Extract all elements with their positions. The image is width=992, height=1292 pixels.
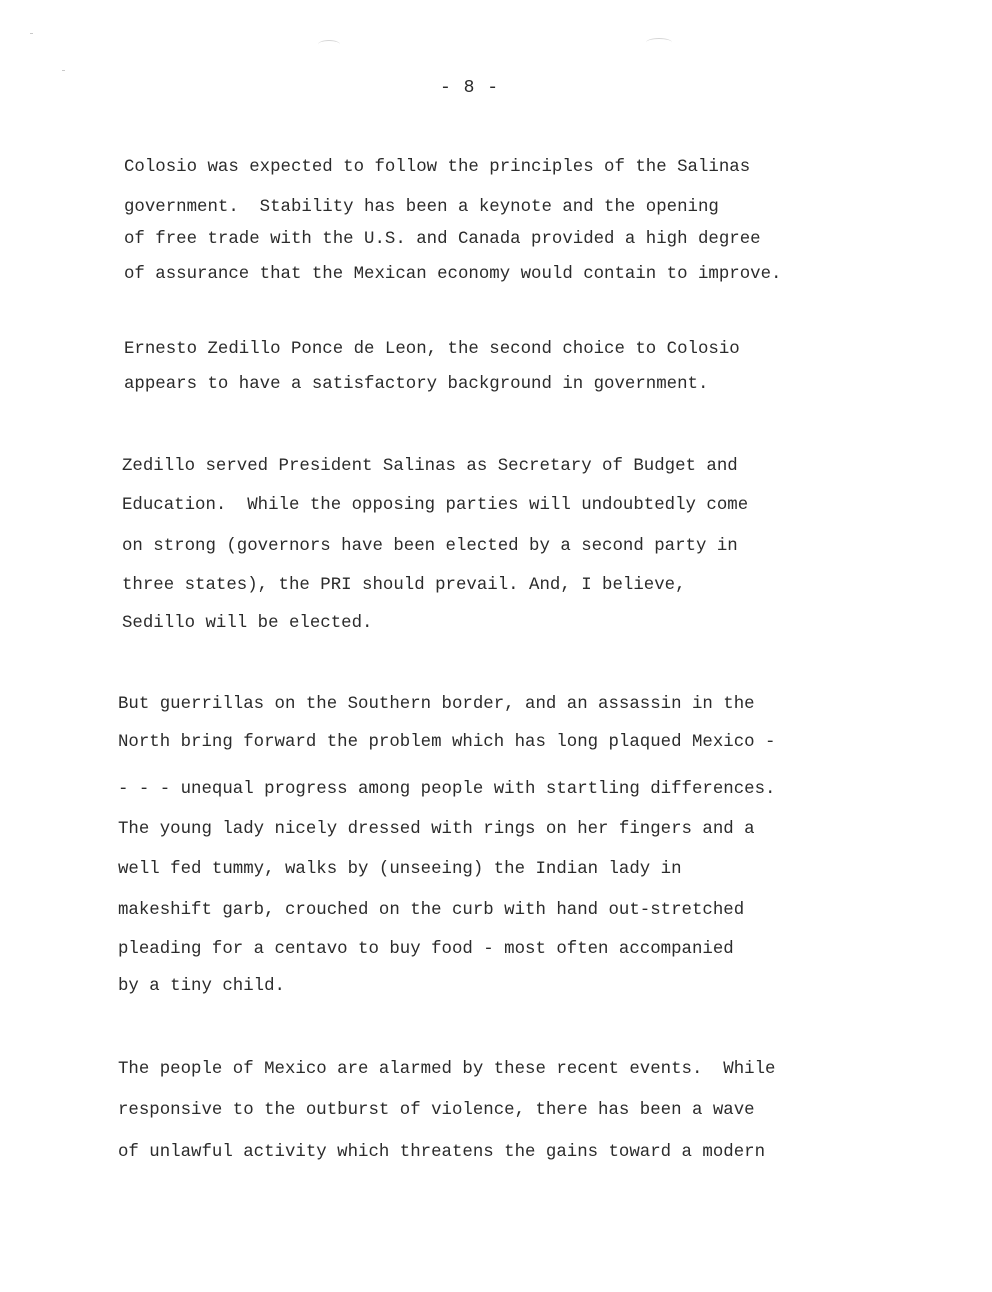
text-line: of assurance that the Mexican economy would contain to improve.: [124, 265, 782, 284]
text-line: responsive to the outburst of violence, there has been a wave: [118, 1101, 755, 1120]
page-number: - 8 -: [440, 78, 500, 98]
text-line: But guerrillas on the Southern border, and an assassin in the: [118, 695, 755, 714]
scan-mark-left: [318, 40, 340, 49]
text-line: pleading for a centavo to buy food - most often accompanied: [118, 940, 734, 959]
text-line: on strong (governors have been elected by a second party in: [122, 537, 738, 556]
text-line: The people of Mexico are alarmed by these recent events. While: [118, 1060, 776, 1079]
text-line: by a tiny child.: [118, 977, 285, 996]
text-line: of unlawful activity which threatens the gains toward a modern: [118, 1143, 766, 1162]
text-line: of free trade with the U.S. and Canada provided a high degree: [124, 230, 761, 249]
scan-speck: [62, 70, 65, 71]
text-line: North bring forward the problem which has long plaqued Mexico -: [118, 733, 776, 752]
text-line: appears to have a satisfactory background in government.: [124, 375, 709, 394]
text-line: Zedillo served President Salinas as Secretary of Budget and: [122, 457, 738, 476]
scan-mark-right: [646, 38, 672, 47]
text-line: well fed tummy, walks by (unseeing) the Indian lady in: [118, 860, 682, 879]
text-line: - - - unequal progress among people with startling differences.: [118, 780, 776, 799]
text-line: Education. While the opposing parties will undoubtedly come: [122, 496, 749, 515]
scan-speck: [30, 33, 33, 34]
text-line: Colosio was expected to follow the principles of the Salinas: [124, 158, 751, 177]
text-line: Sedillo will be elected.: [122, 614, 373, 633]
text-line: three states), the PRI should prevail. And, I believe,: [122, 576, 686, 595]
text-line: The young lady nicely dressed with rings on her fingers and a: [118, 820, 755, 839]
text-line: makeshift garb, crouched on the curb with hand out-stretched: [118, 901, 745, 920]
text-line: Ernesto Zedillo Ponce de Leon, the second choice to Colosio: [124, 340, 740, 359]
text-line: government. Stability has been a keynote and the opening: [124, 198, 719, 217]
